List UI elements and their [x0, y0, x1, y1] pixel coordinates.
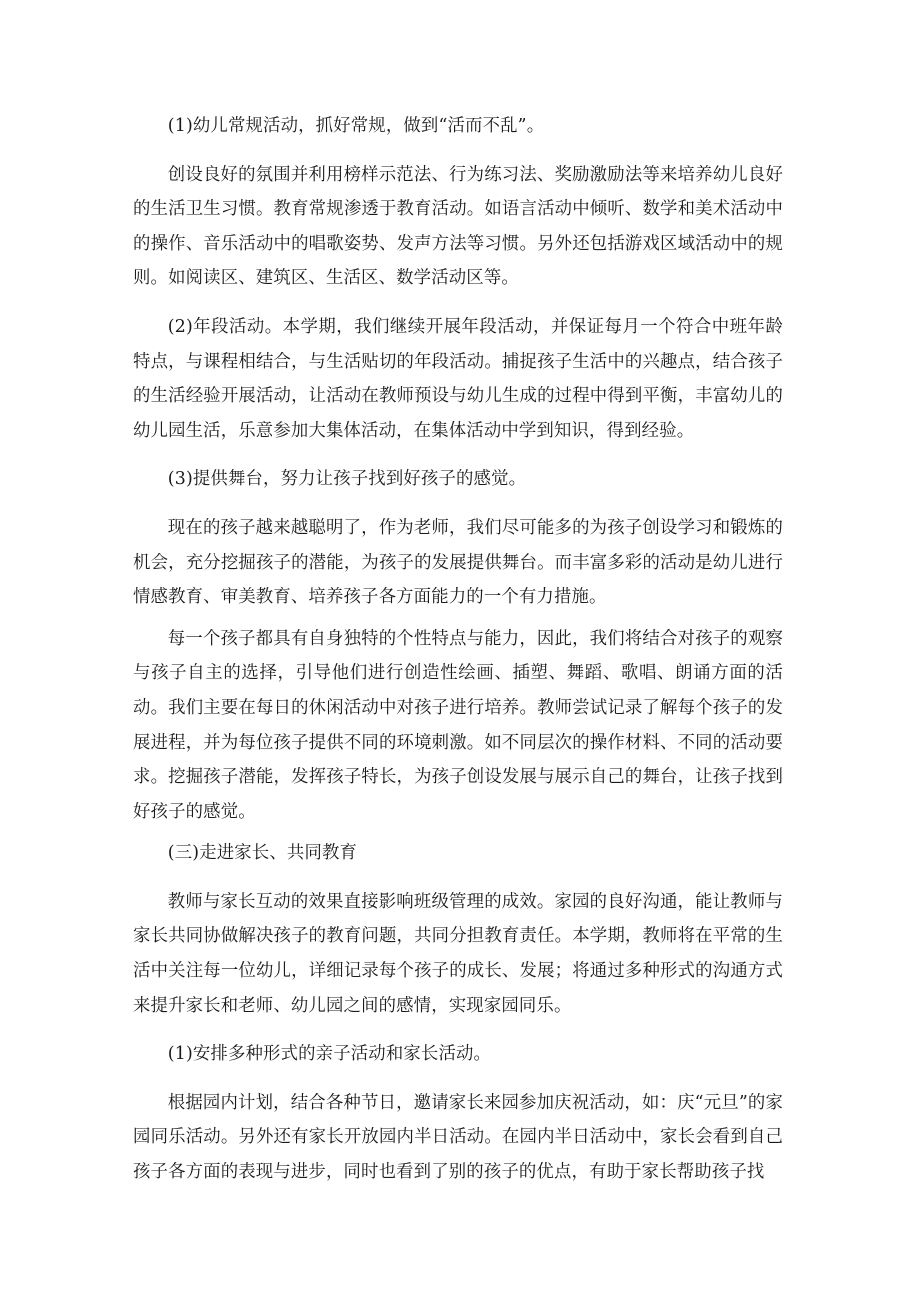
paragraph-heading-parent-child: (1)安排多种形式的亲子活动和家长活动。	[167, 1044, 492, 1065]
paragraph-individual-body: 每一个孩子都具有自身独特的个性特点与能力，因此，我们将结合对孩子的观察与孩子自主的选择，引导他们进行创造性绘画、插塑、舞蹈、歌唱、朗诵方面的活动。我们主要在每日的休闲活动中对孩子进行培养。教师尝试记录了解每个孩子的发展进程，并为每位孩子提供不同的环境刺激。如不同层次的操作材料、不同的活动要求。挖掘孩子潜能，发挥孩子特长，为孩子创设发展与展示自己的舞台，让孩子找到好孩子的感觉。	[133, 628, 783, 822]
paragraph-heading-stage: (3)提供舞台，努力让孩子找到好孩子的感觉。	[167, 469, 527, 490]
section-heading-parents: (三)走进家长、共同教育	[167, 843, 358, 864]
paragraph-parents-body: 教师与家长互动的效果直接影响班级管理的成效。家园的良好沟通，能让教师与家长共同协做解决孩子的教育问题，共同分担教育责任。本学期，教师将在平常的生活中关注每一位幼儿，详细记录每个孩子的成长、发展；将通过多种形式的沟通方式来提升家长和老师、幼儿园之间的感情，实现家园同乐。	[133, 891, 783, 1016]
paragraph-heading-routine: (1)幼儿常规活动，抓好常规，做到“活而不乱”。	[167, 116, 545, 136]
paragraph-routine-body: 创设良好的氛围并利用榜样示范法、行为练习法、奖励激励法等来培养幼儿良好的生活卫生习惯。教育常规渗透于教育活动。如语言活动中倾听、数学和美术活动中的操作、音乐活动中的唱歌姿势、发声方法等习惯。另外还包括游戏区域活动中的规则。如阅读区、建筑区、生活区、数学活动区等。	[133, 164, 783, 289]
paragraph-heading-grade-activity: (2)年段活动。本学期，我们继续开展年段活动，并保证每月一个符合中班年龄特点，与课程相结合，与生活贴切的年段活动。捕捉孩子生活中的兴趣点，结合孩子的生活经验开展活动，让活动在教师预设与幼儿生成的过程中得到平衡，丰富幼儿的幼儿园生活，乐意参加大集体活动，在集体活动中学到知识，得到经验。	[133, 316, 783, 441]
paragraph-parent-child-body: 根据园内计划，结合各种节日，邀请家长来园参加庆祝活动，如：庆“元旦”的家园同乐活动。另外还有家长开放园内半日活动。在园内半日活动中，家长会看到自己孩子各方面的表现与进步，同时也看到了别的孩子的优点，有助于家长帮助孩子找	[133, 1092, 783, 1183]
document-body	[133, 109, 783, 1190]
paragraph-stage-body: 现在的孩子越来越聪明了，作为老师，我们尽可能多的为孩子创设学习和锻炼的机会，充分挖掘孩子的潜能，为孩子的发展提供舞台。而丰富多彩的活动是幼儿进行情感教育、审美教育、培养孩子各方面能力的一个有力措施。	[133, 517, 783, 608]
